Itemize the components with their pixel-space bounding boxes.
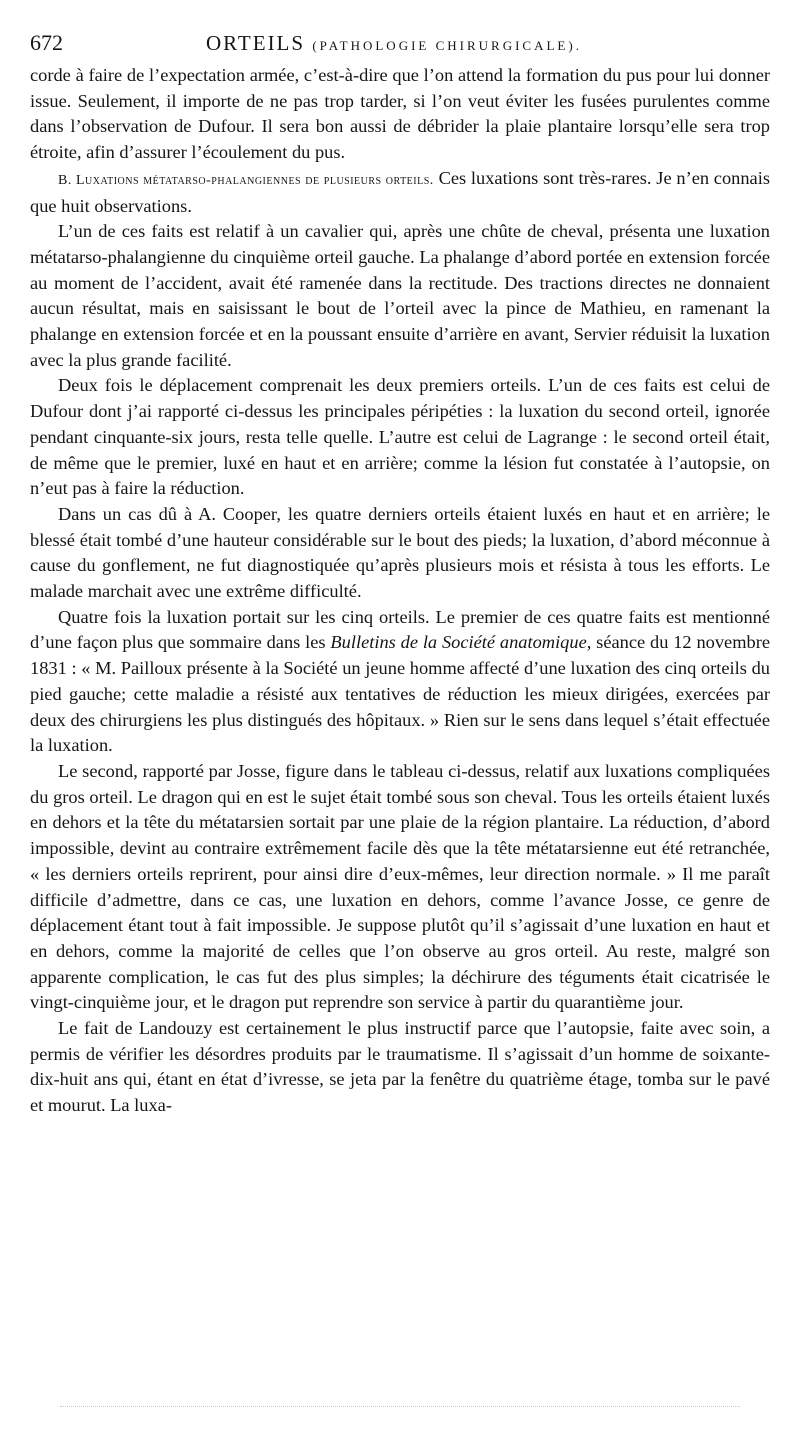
paragraph-two-toes: Deux fois le déplacement comprenait les deux premiers orteils. L’un de ces faits est celui de Dufour dont j’ai rapporté ci-dessus les principales péripéties : la luxation du second orteil, ignorée pendant cinquante-six jours, resta telle quelle. L’autre est celui de Lagrange : le second orteil était, de même que le premier, luxé en haut et en arrière; comme la lésion fut constatée à l’autopsie, on n’eut pas à faire la réduction.	[30, 375, 770, 499]
section-b-text: Ces luxations sont très-rares. Je n’en connais que huit observations.	[30, 167, 770, 216]
paragraph-section-b	[30, 166, 770, 219]
paragraph-continuation: corde à faire de l’expectation armée, c’est-à-dire que l’on attend la formation du pus pour lui donner issue. Seulement, il importe de ne pas trop tarder, si l’on veut éviter les fusées purulentes comme dans l’observation de Dufour. Il sera bon aussi de débrider la plaie plantaire lorsqu’elle sera trop étroite, afin d’assurer l’écoulement du pus.	[30, 65, 770, 163]
running-head	[206, 28, 582, 61]
paragraph-landouzy: Le fait de Landouzy est certainement le plus instructif parce que l’autopsie, faite avec soin, a permis de vérifier les désordres produits par le traumatisme. Il s’agissait d’un homme de soixante-dix-huit ans qui, étant en état d’ivresse, se jeta par la fenêtre du quatrième étage, tomba sur le pavé et mourut. La luxa-	[30, 1018, 770, 1116]
paragraph-cooper: Dans un cas dû à A. Cooper, les quatre derniers orteils étaient luxés en haut et en arrière; le blessé était tombé d’une hauteur considérable sur le bout des pieds; la luxation, d’abord méconnue à cause du gonflement, ne fut diagnostiquée qu’après plusieurs mois et résista à tous les efforts. Le malade marchait avec une extrême difficulté.	[30, 503, 770, 602]
footer-rule	[60, 1406, 740, 1407]
page-header	[30, 28, 770, 58]
running-head-subtitle: (PATHOLOGIE CHIRURGICALE).	[312, 38, 582, 53]
section-heading-b: B. Luxations métatarso-phalangiennes de plusieurs orteils.	[58, 172, 434, 188]
paragraph-josse: Le second, rapporté par Josse, figure dans le tableau ci-dessus, relatif aux luxations compliquées du gros orteil. Le dragon qui en est le sujet était tombé sous son cheval. Tous les orteils étaient luxés en dehors et la tête du métatarsien sortait par une plaie de la région plantaire. La réduction, d’abord impossible, devint au contraire extrêmement facile dès que la tête métatarsienne eut été retranchée, « les derniers orteils reprirent, pour ainsi dire d’eux-mêmes, leur direction normale. » Il me paraît difficile d’admettre, dans ce cas, une luxation en dehors, comme l’avance Josse, ce genre de déplacement étant tout à fait impossible. Je suppose plutôt qu’il s’agissait d’une luxation en haut et en dehors, comme la majorité de celles que l’on observe au gros orteil. Au reste, malgré son apparente complication, le cas fut des plus simples; la déchirure des téguments était cicatrisée le vingt-cinquième jour, et le dragon put reprendre son service à partir du quarantième jour.	[30, 760, 770, 1013]
page-number: 672	[30, 30, 63, 55]
paragraph-five-toes-a: Quatre fois la luxation portait sur les cinq orteils. Le premier de ces quatre faits est mentionné d’une façon plus que sommaire dans les	[30, 606, 770, 653]
paragraph-five-toes	[30, 605, 770, 759]
running-head-title: ORTEILS	[206, 31, 306, 55]
bulletins-citation: Bulletins de la Société anatomique,	[330, 632, 592, 653]
body-text	[30, 63, 770, 1119]
paragraph-five-toes-b: séance du 12 novembre 1831 : « M. Pailloux présente à la Société un jeune homme affecté d’une luxation des cinq orteils du pied gauche; cette maladie a résisté aux tentatives de réduction les mieux dirigées, exercées par deux des chirurgiens les plus distingués des hôpitaux. » Rien sur le sens dans lequel s’était effectuée la luxation.	[30, 632, 770, 756]
paragraph-cavalier: L’un de ces faits est relatif à un cavalier qui, après une chûte de cheval, présenta une luxation métatarso-phalangienne du cinquième orteil gauche. La phalange d’abord portée en extension forcée au moment de l’accident, avait été ramenée dans la rectitude. Des tractions directes ne donnaient aucun résultat, mais en saisissant le bout de l’orteil avec la pince de Mathieu, en ramenant la phalange en extension forcée et en la poussant ensuite d’arrière en avant, Servier réduisit la luxation avec la plus grande facilité.	[30, 221, 770, 370]
